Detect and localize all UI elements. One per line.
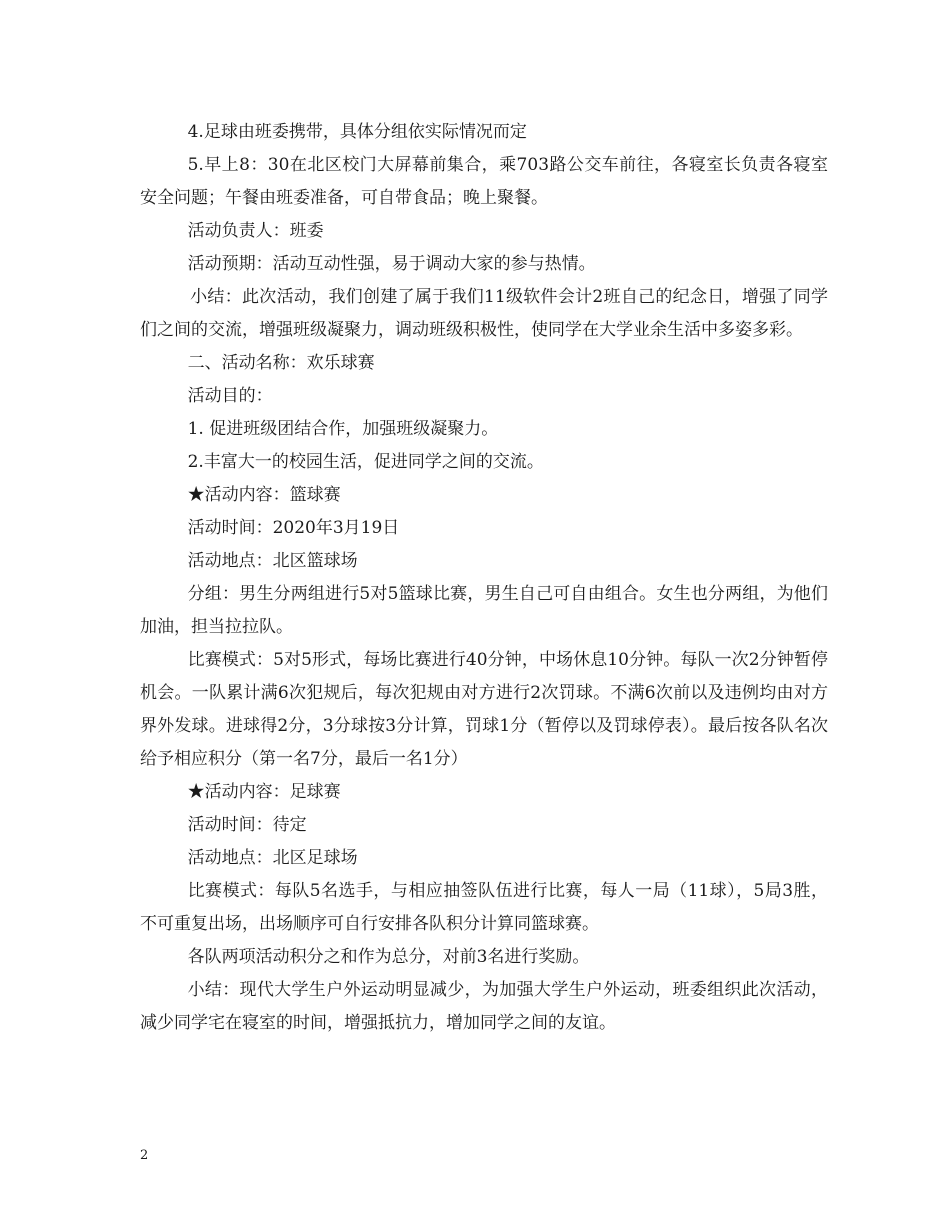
paragraph-expectation: 活动预期：活动互动性强，易于调动大家的参与热情。: [187, 254, 596, 274]
paragraph-total-score: 各队两项活动积分之和作为总分，对前3名进行奖励。: [187, 947, 590, 967]
paragraph-purpose-label: 活动目的：: [187, 386, 273, 406]
paragraph-football-carry: 4.足球由班委携带，具体分组依实际情况而定: [187, 122, 527, 142]
paragraph-basketball-place: 活动地点：北区篮球场: [187, 551, 358, 571]
paragraph-football-content: ★活动内容：足球赛: [187, 782, 341, 802]
paragraph-basketball-rules: 比赛模式：5对5形式，每场比赛进行40分钟，中场休息10分钟。每队一次2分钟暂停机会。一队累计满6次犯规后，每次犯规由对方进行2次罚球。不满6次前以及违例均由对方界外发球。进球得2分，3分球按3分计算，罚球1分（暂停以及罚球停表）。最后按各队名次给予相应积分（第一名7分，最后一名1分）: [140, 650, 828, 769]
paragraph-purpose-2: 2.丰富大一的校园生活，促进同学之间的交流。: [187, 452, 544, 472]
paragraph-grouping: 分组：男生分两组进行5对5篮球比赛，男生自己可自由组合。女生也分两组，为他们加油，担当拉拉队。: [140, 584, 828, 637]
document-body: [140, 116, 828, 1040]
paragraph-basketball-time: 活动时间：2020年3月19日: [187, 518, 400, 538]
section-heading-ball-game: 二、活动名称：欢乐球赛: [187, 353, 375, 373]
paragraph-summary-2: 小结：现代大学生户外运动明显减少，为加强大学生户外运动，班委组织此次活动，减少同学宅在寝室的时间，增强抵抗力，增加同学之间的友谊。: [140, 980, 828, 1033]
page-number: 2: [140, 1148, 149, 1163]
paragraph-purpose-1: 1. 促进班级团结合作，加强班级凝聚力。: [187, 419, 499, 439]
paragraph-football-rules: 比赛模式：每队5名选手，与相应抽签队伍进行比赛，每人一局（11球），5局3胜，不可重复出场，出场顺序可自行安排各队积分计算同篮球赛。: [140, 881, 828, 934]
paragraph-football-place: 活动地点：北区足球场: [187, 848, 358, 868]
paragraph-organizer: 活动负责人：班委: [187, 221, 324, 241]
paragraph-summary-1: 小结：此次活动，我们创建了属于我们11级软件会计2班自己的纪念日，增强了同学们之间的交流，增强班级凝聚力，调动班级积极性，使同学在大学业余生活中多姿多彩。: [140, 287, 828, 340]
paragraph-football-time: 活动时间：待定: [187, 815, 307, 835]
paragraph-basketball-content: ★活动内容：篮球赛: [187, 485, 341, 505]
paragraph-gathering: 5.早上8：30在北区校门大屏幕前集合，乘703路公交车前往，各寝室长负责各寝室安全问题；午餐由班委准备，可自带食品；晚上聚餐。: [140, 155, 828, 208]
